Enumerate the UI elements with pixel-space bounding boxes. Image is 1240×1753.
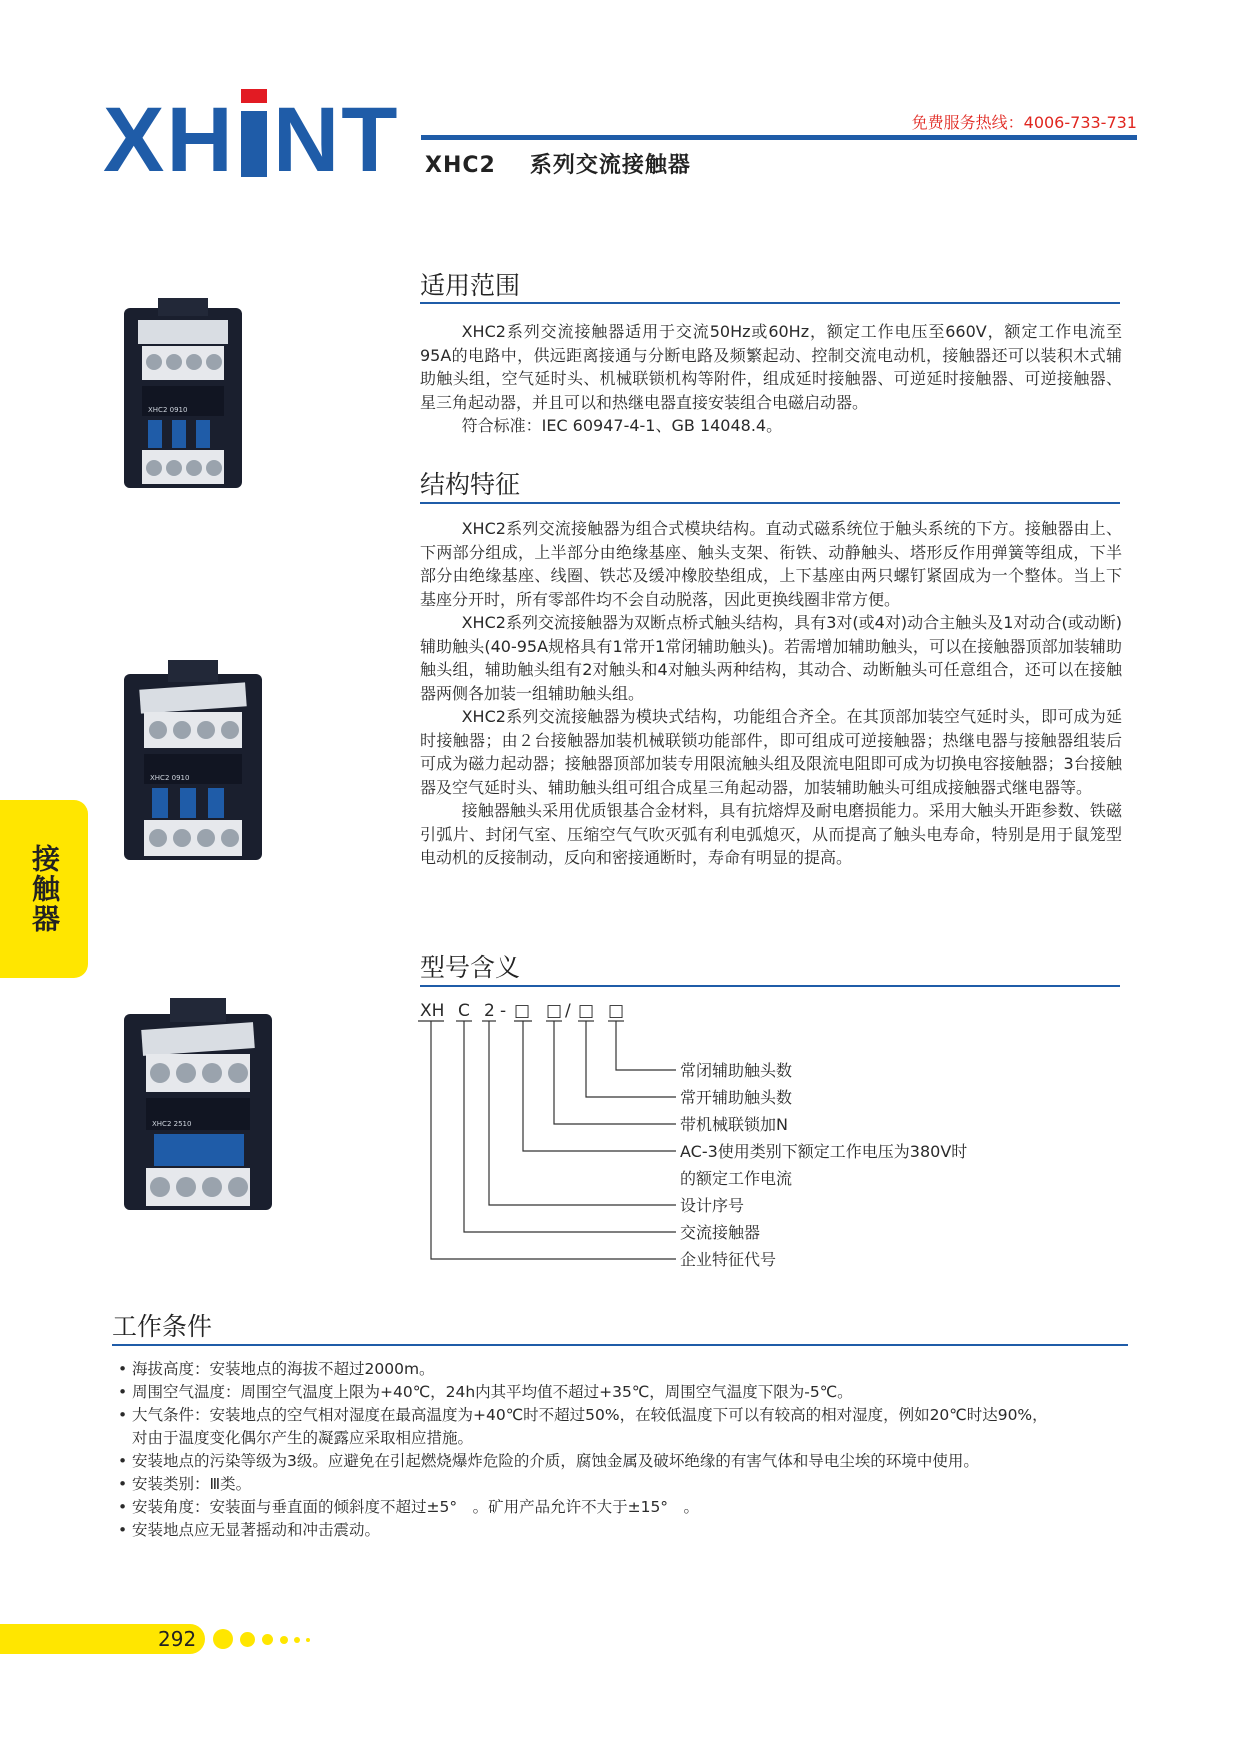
logo-red-dot: [241, 89, 267, 103]
logo-text-left: XH: [103, 89, 235, 191]
page-title: [425, 148, 691, 179]
work-conditions-rule: [112, 1344, 1128, 1346]
decor-dot: [262, 1634, 273, 1645]
code-slash: /: [565, 1001, 571, 1021]
product-label-1: XHC2 0910: [148, 406, 188, 414]
decor-dot: [240, 1632, 255, 1647]
side-tab-label: 接触器: [28, 844, 61, 934]
brand-logo: [103, 89, 400, 191]
code-dash: -: [500, 1001, 507, 1021]
page-number: 292: [158, 1627, 197, 1651]
code-box-4: □: [608, 1001, 625, 1021]
code-xh: XH: [420, 1001, 445, 1021]
structure-heading: 结构特征: [420, 470, 521, 499]
code-label: 带机械联锁加N: [680, 1115, 788, 1134]
list-item-continued: 对由于温度变化偶尔产生的凝露应采取相应措施。: [132, 1429, 474, 1447]
code-box-3: □: [578, 1001, 595, 1021]
code-label: 交流接触器: [680, 1223, 761, 1242]
decor-dot: [294, 1637, 300, 1643]
list-item: • 安装地点应无显著摇动和冲击震动。: [116, 1519, 1146, 1542]
code-box-1: □: [514, 1001, 531, 1021]
code-c: C: [458, 1001, 470, 1021]
structure-paragraph: 接触器触头采用优质银基合金材料，具有抗熔焊及耐电磨损能力。采用大触头开距参数、铁磁引弧片、封闭气室、压缩空气气吹灭弧有利电弧熄灭，从而提高了触头电寿命，特别是用于鼠笼型电动机的反接制动，反向和密接通断时，寿命有明显的提高。: [420, 801, 1122, 867]
list-item: • 周围空气温度：周围空气温度上限为+40℃，24h内其平均值不超过+35℃，周围空气温度下限为-5℃。: [116, 1381, 1146, 1404]
structure-paragraph: XHC2系列交流接触器为组合式模块结构。直动式磁系统位于触头系统的下方。接触器由上、下两部分组成，上半部分由绝缘基座、触头支架、衔铁、动静触头、塔形反作用弹簧等组成，下半部分由绝缘基座、线圈、铁芯及缓冲橡胶垫组成，上下基座由两只螺钉紧固成为一个整体。当上下基座分开时，所有零部件均不会自动脱落，因此更换线圈非常方便。: [420, 519, 1122, 609]
code-label: 常闭辅助触头数: [680, 1061, 793, 1080]
product-image-1: [118, 298, 248, 498]
scope-body: [420, 320, 1122, 438]
code-label: 常开辅助触头数: [680, 1088, 793, 1107]
model-meaning-rule: [420, 985, 1120, 987]
scope-heading: 适用范围: [420, 271, 521, 300]
category-side-tab[interactable]: [0, 800, 88, 978]
scope-standard: 符合标准：IEC 60947-4-1、GB 14048.4。: [461, 416, 783, 435]
series-title: 系列交流接触器: [529, 153, 691, 178]
product-label-2: XHC2 0910: [150, 774, 190, 782]
structure-body: [420, 517, 1122, 870]
list-item: • 安装地点的污染等级为3级。应避免在引起燃烧爆炸危险的介质，腐蚀金属及破坏绝缘的有害气体和导电尘埃的环境中使用。: [116, 1450, 1146, 1473]
structure-paragraph: XHC2系列交流接触器为双断点桥式触头结构，具有3对(或4对)动合主触头及1对动合(或动断)辅助触头(40-95A规格具有1常开1常闭辅助触头)。若需增加辅助触头，可以在接触器顶部加装辅助触头组，辅助触头组有2对触头和4对触头两种结构，其动合、动断触头可任意组合，还可以在接触器两侧各加装一组辅助触头组。: [420, 613, 1122, 703]
work-conditions-list: [116, 1358, 1146, 1542]
hotline: 免费服务热线：4006-733-731: [911, 113, 1137, 132]
work-conditions-heading: 工作条件: [112, 1312, 213, 1341]
decor-dot: [280, 1636, 288, 1644]
logo-i-mark: [241, 111, 267, 177]
scope-rule: [420, 302, 1120, 304]
list-item: • 安装角度：安装面与垂直面的倾斜度不超过±5° 。矿用产品允许不大于±15° 。: [116, 1496, 1146, 1519]
decor-dot: [213, 1629, 233, 1649]
code-box-2: □: [546, 1001, 563, 1021]
model-name: XHC2: [425, 153, 496, 178]
code-label: 的额定工作电流: [680, 1169, 793, 1188]
product-label-3: XHC2 2510: [152, 1120, 192, 1128]
model-meaning-heading: 型号含义: [420, 953, 521, 982]
logo-text-right: NT: [272, 89, 400, 191]
scope-paragraph: XHC2系列交流接触器适用于交流50Hz或60Hz，额定工作电压至660V，额定工作电流至95A的电路中，供远距离接通与分断电路及频繁起动、控制交流电动机，接触器还可以装积木式辅助触头组，空气延时头、机械联锁机构等附件，组成延时接触器、可逆延时接触器、可逆接触器、星三角起动器，并且可以和热继电器直接安装组合电磁启动器。: [420, 322, 1122, 412]
decor-dot: [306, 1638, 310, 1642]
product-image-3: [118, 998, 278, 1218]
code-label: 设计序号: [680, 1196, 745, 1215]
structure-paragraph: XHC2系列交流接触器为模块式结构，功能组合齐全。在其顶部加装空气延时头，即可成为延时接触器；由２台接触器加装机械联锁功能部件，即可组成可逆接触器；热继电器与接触器组装后可成为磁力起动器；接触器顶部加装专用限流触头组及限流电阻即可成为切换电容接触器；3台接触器及空气延时头、辅助触头组可组合成星三角起动器，加装辅助触头可组成接触器式继电器等。: [420, 707, 1122, 797]
model-code-diagram: [410, 995, 1010, 1275]
list-item: • 海拔高度：安装地点的海拔不超过2000m。: [116, 1358, 1146, 1381]
code-num: 2: [484, 1001, 495, 1021]
structure-rule: [420, 502, 1120, 504]
product-image-2: [118, 660, 268, 870]
list-item: • 安装类别：Ⅲ类。: [116, 1473, 1146, 1496]
header-rule: [421, 135, 1137, 140]
code-label: 企业特征代号: [680, 1250, 777, 1269]
list-item: • 大气条件：安装地点的空气相对湿度在最高温度为+40℃时不超过50%，在较低温度下可以有较高的相对湿度，例如20℃时达90%，: [116, 1404, 1146, 1427]
code-label: AC-3使用类别下额定工作电压为380V时: [680, 1142, 968, 1161]
